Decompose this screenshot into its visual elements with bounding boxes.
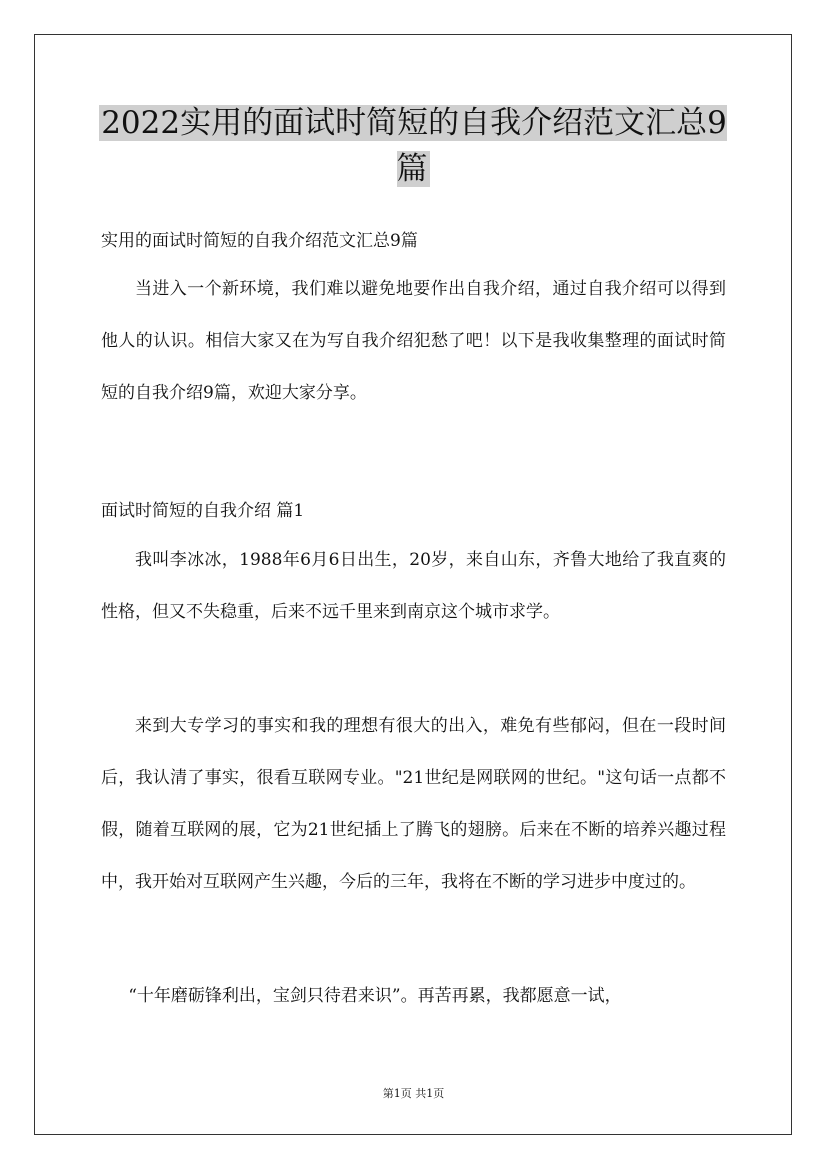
body-paragraph-2: 来到大专学习的事实和我的理想有很大的出入，难免有些郁闷，但在一段时间后，我认清了事实，很看互联网专业。"21世纪是网联网的世纪。"这句话一点都不假，随着互联网的展，它为21世纪插上了腾飞的翅膀。后来在不断的培养兴趣过程中，我开始对互联网产生兴趣，今后的三年，我将在不断的学习进步中度过的。 [101, 716, 726, 892]
document-subtitle: 实用的面试时简短的自我介绍范文汇总9篇 [101, 231, 418, 251]
intro-paragraph: 当进入一个新环境，我们难以避免地要作出自我介绍，通过自我介绍可以得到他人的认识。相信大家又在为写自我介绍犯愁了吧！以下是我收集整理的面试时简短的自我介绍9篇，欢迎大家分享。 [101, 279, 726, 403]
page-footer: 第1页 共1页 [382, 1087, 445, 1100]
body-paragraph-3: “十年磨砺锋利出，宝剑只待君来识”。再苦再累，我都愿意一试， [128, 986, 622, 1006]
body-paragraph-1: 我叫李冰冰，1988年6月6日出生，20岁，来自山东，齐鲁大地给了我直爽的性格，但又不失稳重，后来不远千里来到南京这个城市求学。 [101, 550, 726, 622]
section-heading: 面试时简短的自我介绍 篇1 [101, 501, 305, 521]
document-title [90, 100, 736, 192]
title-highlight: 2022实用的面试时简短的自我介绍范文汇总9篇 [101, 105, 727, 187]
